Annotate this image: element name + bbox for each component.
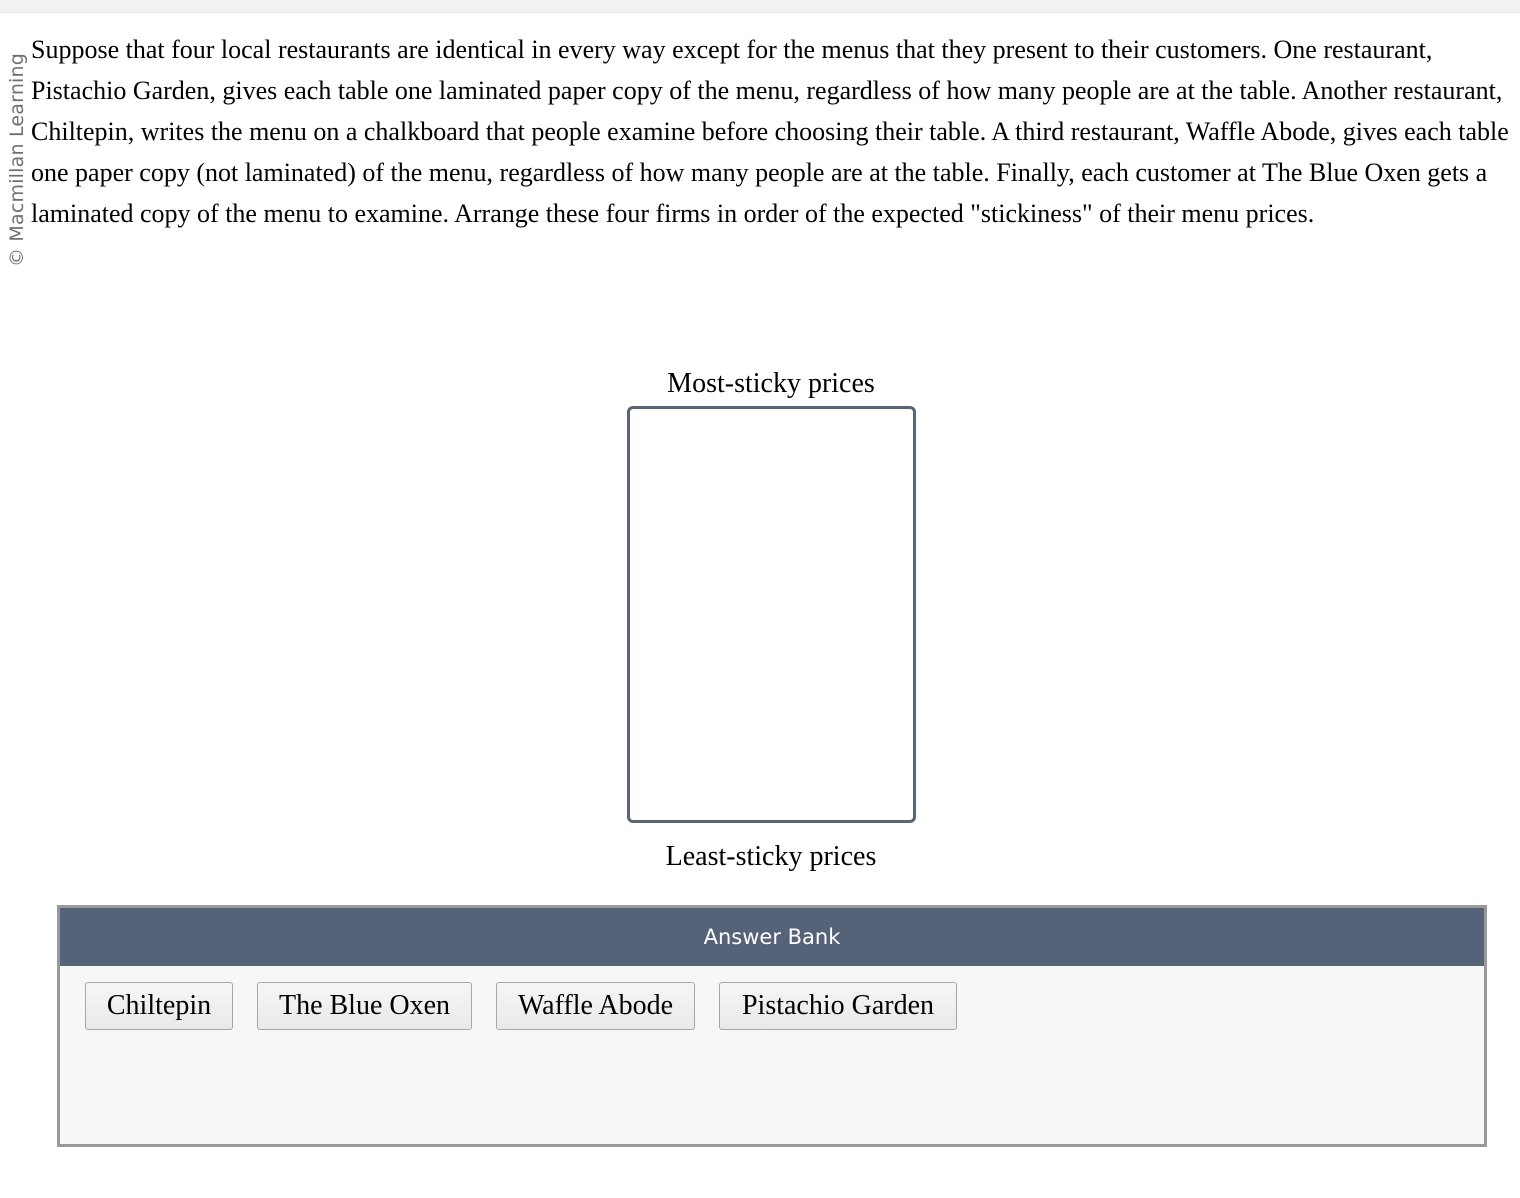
answer-chip-pistachio-garden[interactable]: Pistachio Garden [719,982,957,1030]
ranking-drop-zone[interactable] [627,406,916,823]
copyright-notice: © Macmillan Learning [6,52,28,268]
answer-bank [57,905,1487,1147]
most-sticky-label: Most-sticky prices [667,368,875,399]
answer-chip-chiltepin[interactable]: Chiltepin [85,982,233,1030]
answer-chip-waffle-abode[interactable]: Waffle Abode [496,982,695,1030]
answer-chip-the-blue-oxen[interactable]: The Blue Oxen [257,982,472,1030]
answer-bank-items[interactable] [60,966,1484,1141]
top-strip [0,0,1520,13]
least-sticky-label: Least-sticky prices [665,841,877,872]
answer-bank-header: Answer Bank [60,908,1484,966]
question-text: Suppose that four local restaurants are identical in every way except for the menus that they present to their customers. One restaurant, Pistachio Garden, gives each table one laminated paper copy of the menu, regardless of how many people are at the table. Another restaurant, Chiltepin, writes the menu on a chalkboard that people examine before choosing their table. A third restaurant, Waffle Abode, gives each table one paper copy (not laminated) of the menu, regardless of how many people are at the table. Finally, each customer at The Blue Oxen gets a laminated copy of the menu to examine. Arrange these four firms in order of the expected "stickiness" of their menu prices. [31,35,1509,228]
